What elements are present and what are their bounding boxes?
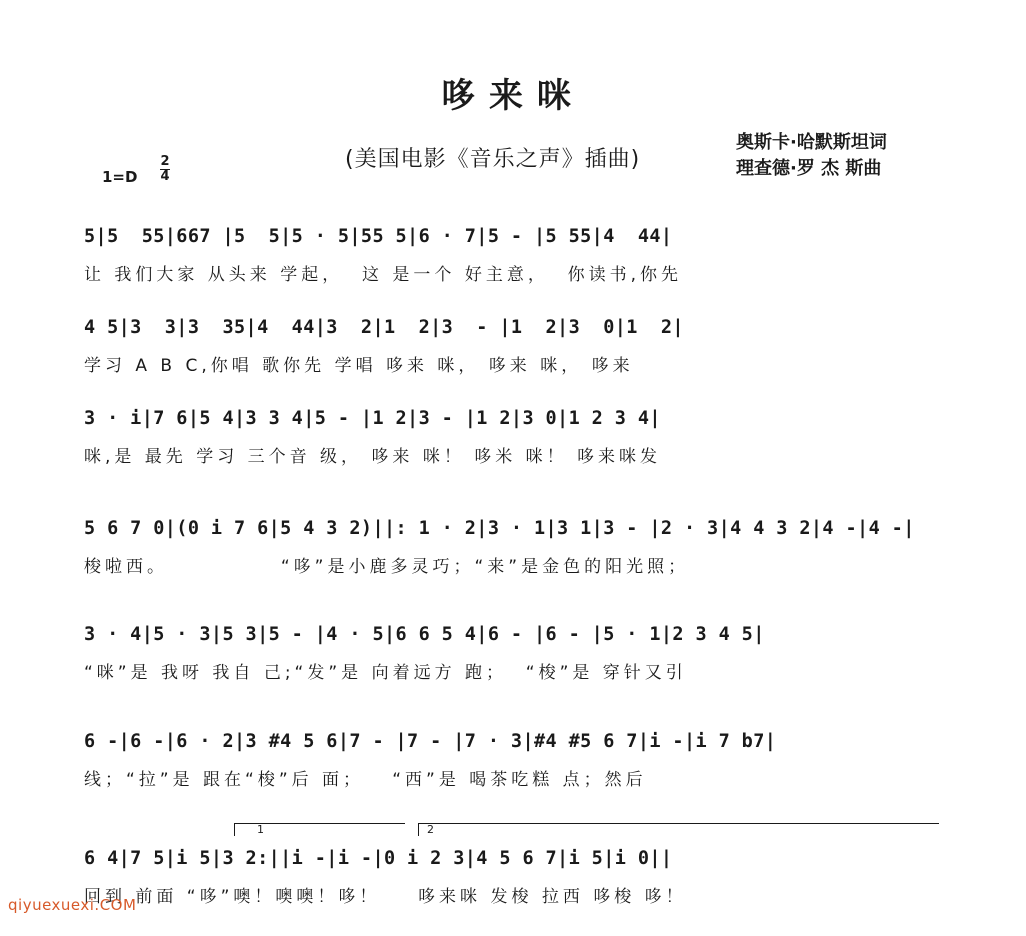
song-title: 哆来咪 — [441, 76, 585, 116]
song-subtitle: (美国电影《音乐之声》插曲) — [345, 147, 641, 172]
lyric-line: 回到 前面 “哆”噢！噢噢！哆！ 哆来咪 发梭 拉西 哆梭 哆！ — [84, 887, 687, 907]
score-system-5 — [0, 624, 1026, 694]
composer-credit: 理查德·罗 杰 斯曲 — [736, 158, 882, 179]
score-system-1 — [0, 226, 1026, 296]
time-signature-top: 2 — [160, 154, 170, 169]
score-system-7 — [0, 848, 1026, 918]
credits — [736, 130, 887, 182]
notation-line: 3 · 4|5 · 3|5 3|5 - |4 · 5|6 6 5 4|6 - |6 - |5 · 1|2 3 4 5| — [84, 624, 765, 645]
key-signature: 1=D — [102, 168, 138, 186]
first-ending-bracket — [234, 823, 405, 836]
notation-line: 4 5|3 3|3 35|4 44|3 2|1 2|3 - |1 2|3 0|1 2| — [84, 317, 684, 338]
score-system-6 — [0, 731, 1026, 801]
notation-line: 5|5 55|667 |5 5|5 · 5|55 5|6 · 7|5 - |5 55|4 44| — [84, 226, 673, 247]
notation-line: 5 6 7 0|(0 i 7 6|5 4 3 2)||: 1 · 2|3 · 1|3 1|3 - |2 · 3|4 4 3 2|4 -|4 -| — [84, 518, 915, 539]
time-signature-bottom: 4 — [160, 169, 170, 184]
watermark-text: qiyuexuexi.COM — [8, 896, 137, 914]
lyric-line: 让 我们大家 从头来 学起， 这 是一个 好主意， 你读书,你先 — [84, 265, 683, 285]
time-signature — [160, 156, 170, 183]
lyric-line: 线；“拉”是 跟在“梭”后 面； “西”是 喝茶吃糕 点；然后 — [84, 770, 647, 790]
lyric-line: 梭啦西。 “哆”是小鹿多灵巧；“来”是金色的阳光照； — [84, 557, 690, 577]
notation-line: 6 4|7 5|i 5|3 2:||i -|i -|0 i 2 3|4 5 6 7|i 5|i 0|| — [84, 848, 673, 869]
second-ending-label: 2 — [427, 823, 434, 836]
lyric-line: “咪”是 我呀 我自 己;“发”是 向着远方 跑； “梭”是 穿针又引 — [84, 663, 687, 683]
lyricist-credit: 奥斯卡·哈默斯坦词 — [736, 132, 887, 153]
score-system-2 — [0, 317, 1026, 387]
lyric-line: 咪,是 最先 学习 三个音 级， 哆来 咪！ 哆米 咪！ 哆来咪发 — [84, 447, 662, 467]
first-ending-label: 1 — [257, 823, 264, 836]
second-ending-bracket — [418, 823, 939, 836]
score-system-4 — [0, 518, 1026, 588]
notation-line: 6 -|6 -|6 · 2|3 #4 5 6|7 - |7 - |7 · 3|#4 #5 6 7|i -|i 7 b7| — [84, 731, 777, 752]
lyric-line: 学习 A B C,你唱 歌你先 学唱 哆来 咪， 哆来 咪， 哆来 — [84, 356, 634, 376]
notation-line: 3 · i|7 6|5 4|3 3 4|5 - |1 2|3 - |1 2|3 0|1 2 3 4| — [84, 408, 661, 429]
score-system-3 — [0, 408, 1026, 478]
